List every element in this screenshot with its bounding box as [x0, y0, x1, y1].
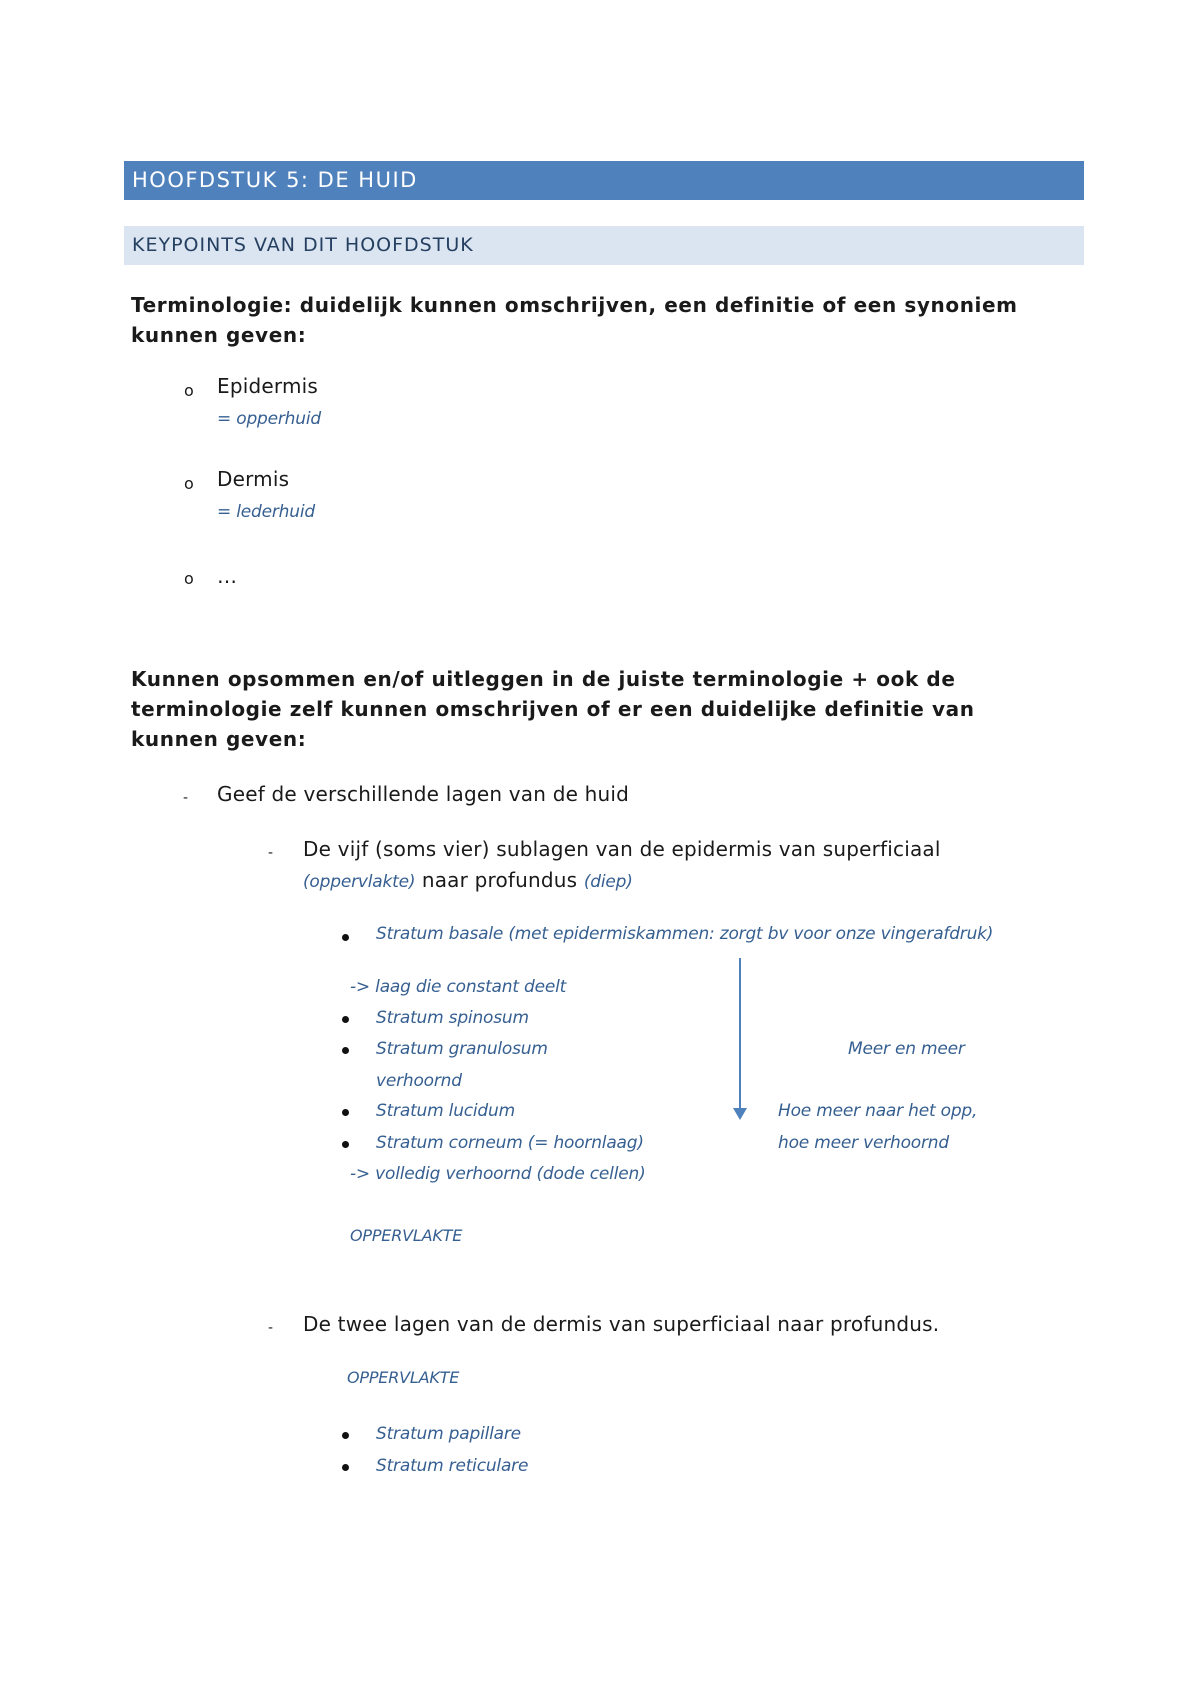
- terminology-intro-line1: Terminologie: duidelijk kunnen omschrijven, een definitie of een synoniem: [131, 293, 1018, 317]
- terminology-intro-line2: kunnen geven:: [131, 323, 307, 347]
- stratum-lucidum: Stratum lucidum: [376, 1101, 515, 1121]
- keypoints-heading-text: KEYPOINTS VAN DIT HOOFDSTUK: [132, 234, 474, 256]
- stratum-corneum-note: -> volledig verhoornd (dode cellen): [350, 1164, 646, 1184]
- side-note-line2: hoe meer verhoornd: [778, 1133, 949, 1153]
- explain-intro-line2: terminologie zelf kunnen omschrijven of er een duidelijke definitie van: [131, 697, 975, 721]
- naar-profundus-text: naar profundus: [415, 868, 584, 892]
- definition-epidermis: = opperhuid: [217, 409, 321, 429]
- epidermis-sublayers-line1: De vijf (soms vier) sublagen van de epidermis van superficiaal: [303, 837, 941, 861]
- definition-dermis: = lederhuid: [217, 502, 315, 522]
- question-layers: Geef de verschillende lagen van de huid: [217, 782, 630, 806]
- keypoints-heading: [124, 226, 1084, 265]
- down-arrow-icon: [733, 1108, 747, 1120]
- note-oppervlakte: (oppervlakte): [303, 872, 416, 892]
- chapter-heading: [124, 161, 1084, 200]
- term-bullet: o: [184, 569, 194, 588]
- bullet-dot: [342, 1109, 349, 1116]
- explain-intro-line3: kunnen geven:: [131, 727, 307, 751]
- down-arrow-line: [739, 958, 741, 1113]
- term-dermis: Dermis: [217, 467, 290, 491]
- bullet-dot: [342, 1141, 349, 1148]
- term-ellipsis: …: [217, 564, 238, 588]
- stratum-granulosum: Stratum granulosum: [376, 1039, 548, 1059]
- term-bullet: o: [184, 381, 194, 400]
- explain-intro-line1: Kunnen opsommen en/of uitleggen in de juiste terminologie + ook de: [131, 667, 956, 691]
- term-epidermis: Epidermis: [217, 374, 319, 398]
- stratum-basale: Stratum basale (met epidermiskammen: zorgt bv voor onze vingerafdruk): [376, 924, 994, 944]
- stratum-reticulare: Stratum reticulare: [376, 1456, 529, 1476]
- bullet-dot: [342, 934, 349, 941]
- stratum-basale-note: -> laag die constant deelt: [350, 977, 567, 997]
- stratum-spinosum: Stratum spinosum: [376, 1008, 529, 1028]
- stratum-granulosum-cont: verhoornd: [376, 1071, 462, 1091]
- epidermis-sublayers-line2: [303, 868, 633, 892]
- dash-bullet: -: [268, 845, 274, 861]
- bullet-dot: [342, 1464, 349, 1471]
- dermis-surface-label: OPPERVLAKTE: [347, 1368, 460, 1387]
- bullet-dot: [342, 1432, 349, 1439]
- side-note-line1: Hoe meer naar het opp,: [778, 1101, 978, 1121]
- stratum-papillare: Stratum papillare: [376, 1424, 521, 1444]
- side-note-meer-en-meer: Meer en meer: [848, 1039, 965, 1059]
- bullet-dot: [342, 1016, 349, 1023]
- note-diep: (diep): [583, 872, 633, 892]
- term-bullet: o: [184, 474, 194, 493]
- bullet-dot: [342, 1047, 349, 1054]
- chapter-heading-text: HOOFDSTUK 5: DE HUID: [132, 168, 418, 192]
- dash-bullet: -: [183, 790, 189, 806]
- dash-bullet: -: [268, 1320, 274, 1336]
- stratum-corneum: Stratum corneum (= hoornlaag): [376, 1133, 644, 1153]
- epidermis-surface-label: OPPERVLAKTE: [350, 1226, 463, 1245]
- dermis-layers-text: De twee lagen van de dermis van superficiaal naar profundus.: [303, 1312, 940, 1336]
